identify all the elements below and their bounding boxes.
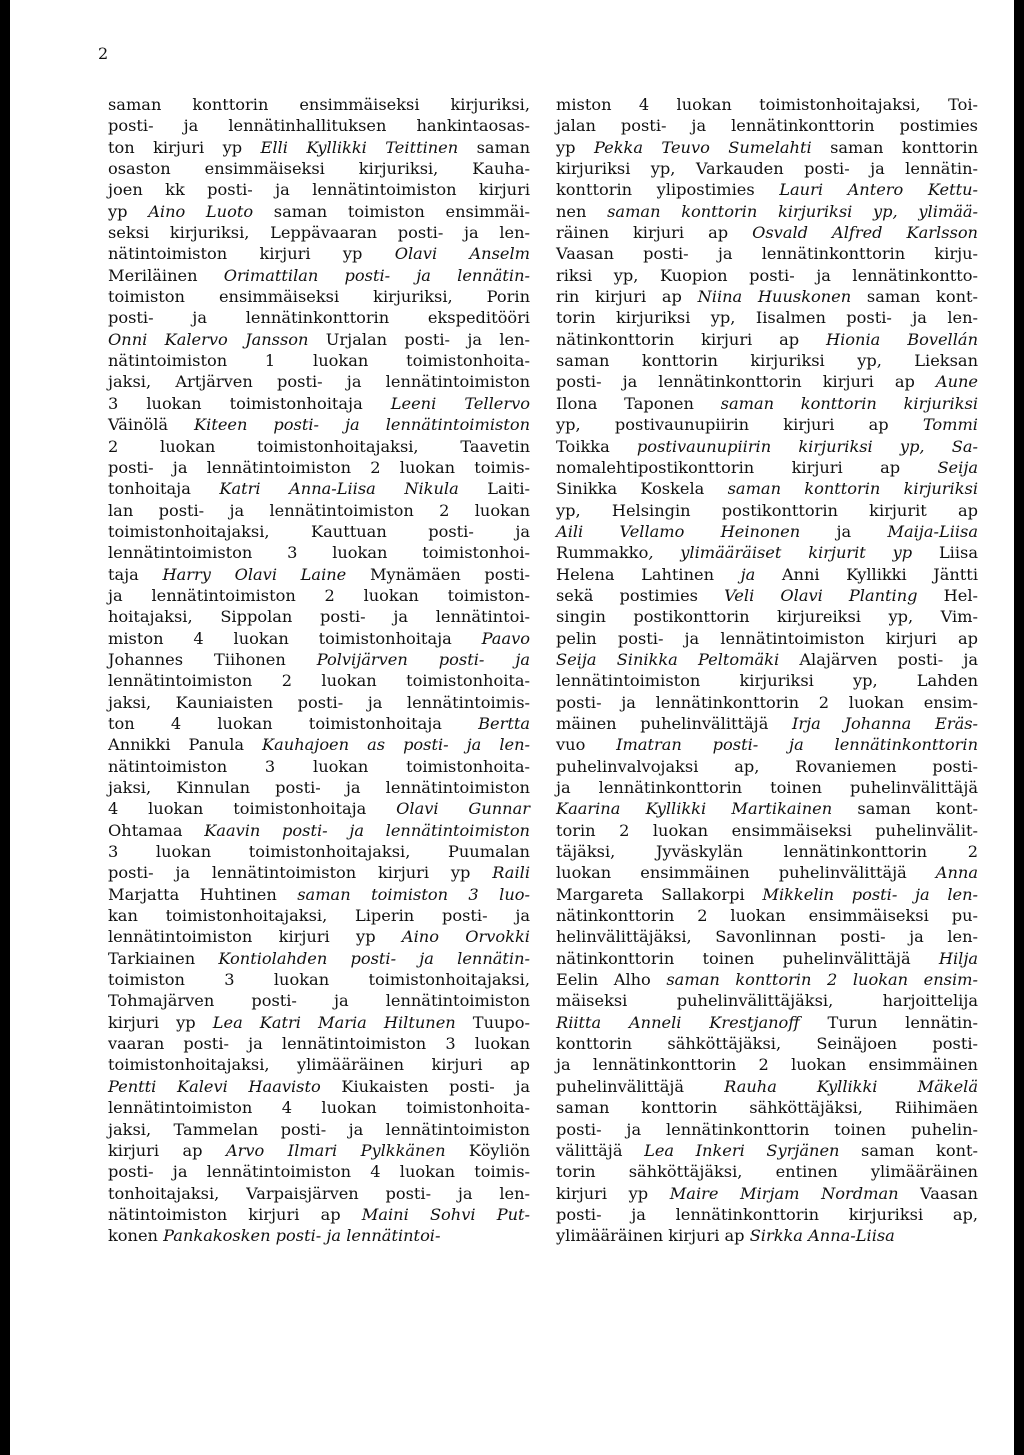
text-line: 3 luokan toimistonhoitajaksi, Puumalan: [108, 842, 530, 862]
text-line: Riitta Anneli Krestjanoff Turun lennätin-: [556, 1012, 978, 1032]
text-line: puhelinvalvojaksi ap, Rovaniemen posti-: [556, 756, 978, 776]
text-line: kirjuri yp Lea Katri Maria Hiltunen Tuupo-: [108, 1012, 530, 1032]
text-line: Margareta Sallakorpi Mikkelin posti- ja len-: [556, 884, 978, 904]
right-text-column: [556, 94, 978, 1247]
text-line: Onni Kalervo Jansson Urjalan posti- ja len-: [108, 329, 530, 349]
text-line: lennätintoimiston 3 luokan toimistonhoi-: [108, 543, 530, 563]
text-line: kan toimistonhoitajaksi, Liperin posti- ja: [108, 906, 530, 926]
text-line: jalan posti- ja lennätinkonttorin postimies: [556, 116, 978, 136]
text-line: pelin posti- ja lennätintoimiston kirjuri ap: [556, 628, 978, 648]
text-line: posti- ja lennätintoimiston 4 luokan toimis-: [108, 1162, 530, 1182]
text-line: lennätintoimiston kirjuriksi yp, Lahden: [556, 671, 978, 691]
text-line: puhelinvälittäjä Rauha Kyllikki Mäkelä: [556, 1076, 978, 1096]
text-line: konttorin sähköttäjäksi, Seinäjoen posti-: [556, 1034, 978, 1054]
text-line: Meriläinen Orimattilan posti- ja lennätin-: [108, 265, 530, 285]
text-line: miston 4 luokan toimistonhoitajaksi, Toi-: [556, 95, 978, 114]
text-line: Tarkiainen Kontiolahden posti- ja lennätin-: [108, 948, 530, 968]
text-line: Väinölä Kiteen posti- ja lennätintoimiston: [108, 415, 530, 435]
text-line: vuo Imatran posti- ja lennätinkonttorin: [556, 735, 978, 755]
text-line: taja Harry Olavi Laine Mynämäen posti-: [108, 564, 530, 584]
text-line: nätintoimiston kirjuri yp Olavi Anselm: [108, 244, 530, 264]
text-line: torin kirjuriksi yp, Iisalmen posti- ja len-: [556, 308, 978, 328]
text-line: lennätintoimiston 2 luokan toimistonhoita-: [108, 671, 530, 691]
text-line: mäinen puhelinvälittäjä Irja Johanna Eräs-: [556, 713, 978, 733]
text-line: välittäjä Lea Inkeri Syrjänen saman kont-: [556, 1140, 978, 1160]
text-line: Vaasan posti- ja lennätinkonttorin kirju-: [556, 244, 978, 264]
text-line: täjäksi, Jyväskylän lennätinkonttorin 2: [556, 842, 978, 862]
text-line: yp Aino Luoto saman toimiston ensimmäi-: [108, 201, 530, 221]
text-line: hoitajaksi, Sippolan posti- ja lennätintoi-: [108, 607, 530, 627]
text-line: Annikki Panula Kauhajoen as posti- ja len-: [108, 735, 530, 755]
text-line: posti- ja lennätinhallituksen hankintaosas-: [108, 116, 530, 136]
text-line: Ohtamaa Kaavin posti- ja lennätintoimiston: [108, 820, 530, 840]
text-line: nätintoimiston 3 luokan toimistonhoita-: [108, 756, 530, 776]
text-line: nen saman konttorin kirjuriksi yp, ylimää-: [556, 201, 978, 221]
text-line: lennätintoimiston kirjuri yp Aino Orvokki: [108, 927, 530, 947]
text-line: nätinkonttorin toinen puhelinvälittäjä Hilja: [556, 948, 978, 968]
text-line: toimistonhoitajaksi, ylimääräinen kirjuri ap: [108, 1055, 530, 1075]
text-line: nomalehtipostikonttorin kirjuri ap Seija: [556, 457, 978, 477]
text-line: kirjuri ap Arvo Ilmari Pylkkänen Köyliön: [108, 1140, 530, 1160]
text-line: Kaarina Kyllikki Martikainen saman kont-: [556, 799, 978, 819]
text-line: räinen kirjuri ap Osvald Alfred Karlsson: [556, 223, 978, 243]
text-line: yp, Helsingin postikonttorin kirjurit ap: [556, 500, 978, 520]
text-line: torin 2 luokan ensimmäiseksi puhelinvälit-: [556, 820, 978, 840]
text-line: Eelin Alho saman konttorin 2 luokan ensim-: [556, 970, 978, 990]
left-text-column: [108, 94, 530, 1247]
text-line: nätintoimiston kirjuri ap Maini Sohvi Put-: [108, 1204, 531, 1224]
text-line: saman konttorin kirjuriksi yp, Lieksan: [556, 351, 978, 371]
left-border-bar: [0, 0, 10, 1455]
text-line: jaksi, Artjärven posti- ja lennätintoimiston: [108, 372, 530, 392]
text-line: riksi yp, Kuopion posti- ja lennätinkontto-: [556, 265, 978, 285]
text-line: helinvälittäjäksi, Savonlinnan posti- ja len-: [556, 927, 978, 947]
text-line: mäiseksi puhelinvälittäjäksi, harjoittelija: [556, 991, 978, 1011]
text-line: singin postikonttorin kirjureiksi yp, Vim-: [556, 607, 978, 627]
text-line: Johannes Tiihonen Polvijärven posti- ja: [108, 649, 530, 669]
text-line: Marjatta Huhtinen saman toimiston 3 luo-: [108, 884, 530, 904]
text-line: saman konttorin sähköttäjäksi, Riihimäen: [556, 1098, 978, 1118]
text-line: Aili Vellamo Heinonen ja Maija-Liisa: [556, 521, 979, 541]
text-line: tonhoitaja Katri Anna-Liisa Nikula Laiti-: [108, 479, 531, 499]
text-line: tonhoitajaksi, Varpaisjärven posti- ja len-: [108, 1183, 530, 1203]
text-line: nätinkonttorin 2 luokan ensimmäiseksi pu-: [556, 906, 978, 926]
text-line: miston 4 luokan toimistonhoitaja Paavo: [108, 628, 530, 648]
text-line: posti- ja lennätinkonttorin 2 luokan ensim-: [556, 692, 978, 712]
text-line: posti- ja lennätinkonttorin kirjuri ap Aune: [556, 372, 978, 392]
text-line: ja lennätinkonttorin toinen puhelinvälittäjä: [556, 778, 978, 797]
text-line: yp, postivaunupiirin kirjuri ap Tommi: [556, 415, 978, 435]
text-line: ja lennätintoimiston 2 luokan toimiston-: [108, 585, 530, 605]
text-line: toimiston ensimmäiseksi kirjuriksi, Porin: [108, 287, 530, 307]
text-line: sekä postimies Veli Olavi Planting Hel-: [556, 585, 978, 605]
right-border-bar: [1014, 0, 1024, 1455]
text-line: kirjuriksi yp, Varkauden posti- ja lennätin-: [556, 159, 978, 179]
text-line: konen Pankakosken posti- ja lennätintoi-: [108, 1226, 441, 1246]
text-line: Seija Sinikka Peltomäki Alajärven posti- ja: [556, 649, 979, 669]
text-line: ja lennätinkonttorin 2 luokan ensimmäinen: [556, 1055, 978, 1075]
text-line: 4 luokan toimistonhoitaja Olavi Gunnar: [108, 799, 530, 819]
text-line: vaaran posti- ja lennätintoimiston 3 luokan: [108, 1034, 530, 1054]
text-line: rin kirjuri ap Niina Huuskonen saman kont-: [556, 287, 978, 307]
text-line: Ilona Taponen saman konttorin kirjuriksi: [556, 393, 978, 413]
text-line: toimistonhoitajaksi, Kauttuan posti- ja: [108, 521, 530, 541]
text-line: toimiston 3 luokan toimistonhoitajaksi,: [108, 970, 530, 990]
page-number: 2: [98, 44, 109, 63]
text-line: joen kk posti- ja lennätintoimiston kirjuri: [108, 180, 530, 200]
text-line: 3 luokan toimistonhoitaja Leeni Tellervo: [108, 393, 530, 413]
text-line: Toikka postivaunupiirin kirjuriksi yp, Sa-: [556, 436, 978, 456]
text-line: ylimääräinen kirjuri ap Sirkka Anna-Liisa: [556, 1226, 895, 1246]
text-line: Tohmajärven posti- ja lennätintoimiston: [108, 991, 530, 1011]
text-line: ton kirjuri yp Elli Kyllikki Teittinen saman: [108, 137, 530, 157]
text-line: lennätintoimiston 4 luokan toimistonhoita-: [108, 1098, 530, 1118]
text-line: Helena Lahtinen ja Anni Kyllikki Jäntti: [556, 564, 978, 584]
text-line: seksi kirjuriksi, Leppävaaran posti- ja len-: [108, 223, 530, 243]
text-line: osaston ensimmäiseksi kirjuriksi, Kauha-: [108, 159, 530, 179]
text-line: Rummakko, ylimääräiset kirjurit yp Liisa: [556, 543, 978, 563]
text-line: luokan ensimmäinen puhelinvälittäjä Anna: [556, 863, 978, 883]
text-line: lan posti- ja lennätintoimiston 2 luokan: [108, 500, 530, 520]
text-line: jaksi, Kinnulan posti- ja lennätintoimiston: [108, 778, 530, 797]
text-line: nätintoimiston 1 luokan toimistonhoita-: [108, 351, 530, 371]
text-line: posti- ja lennätinkonttorin kirjuriksi ap,: [556, 1204, 978, 1224]
text-line: jaksi, Kauniaisten posti- ja lennätintoimis-: [108, 692, 530, 712]
text-line: saman konttorin ensimmäiseksi kirjuriksi,: [108, 95, 530, 114]
text-line: ton 4 luokan toimistonhoitaja Bertta: [108, 713, 530, 733]
text-line: posti- ja lennätinkonttorin ekspeditööri: [108, 308, 530, 328]
text-line: torin sähköttäjäksi, entinen ylimääräinen: [556, 1162, 978, 1182]
text-line: kirjuri yp Maire Mirjam Nordman Vaasan: [556, 1183, 978, 1203]
text-line: 2 luokan toimistonhoitajaksi, Taavetin: [108, 436, 530, 456]
text-line: jaksi, Tammelan posti- ja lennätintoimiston: [108, 1119, 530, 1139]
text-line: posti- ja lennätintoimiston 2 luokan toimis-: [108, 457, 530, 477]
text-line: nätinkonttorin kirjuri ap Hionia Bovellán: [556, 329, 978, 349]
text-line: konttorin ylipostimies Lauri Antero Kettu-: [556, 180, 978, 200]
text-line: posti- ja lennätintoimiston kirjuri yp Raili: [108, 863, 530, 883]
text-line: Pentti Kalevi Haavisto Kiukaisten posti- ja: [108, 1076, 530, 1096]
text-line: Sinikka Koskela saman konttorin kirjuriksi: [556, 479, 978, 499]
text-line: posti- ja lennätinkonttorin toinen puhelin-: [556, 1119, 978, 1139]
text-line: yp Pekka Teuvo Sumelahti saman konttorin: [556, 137, 978, 157]
